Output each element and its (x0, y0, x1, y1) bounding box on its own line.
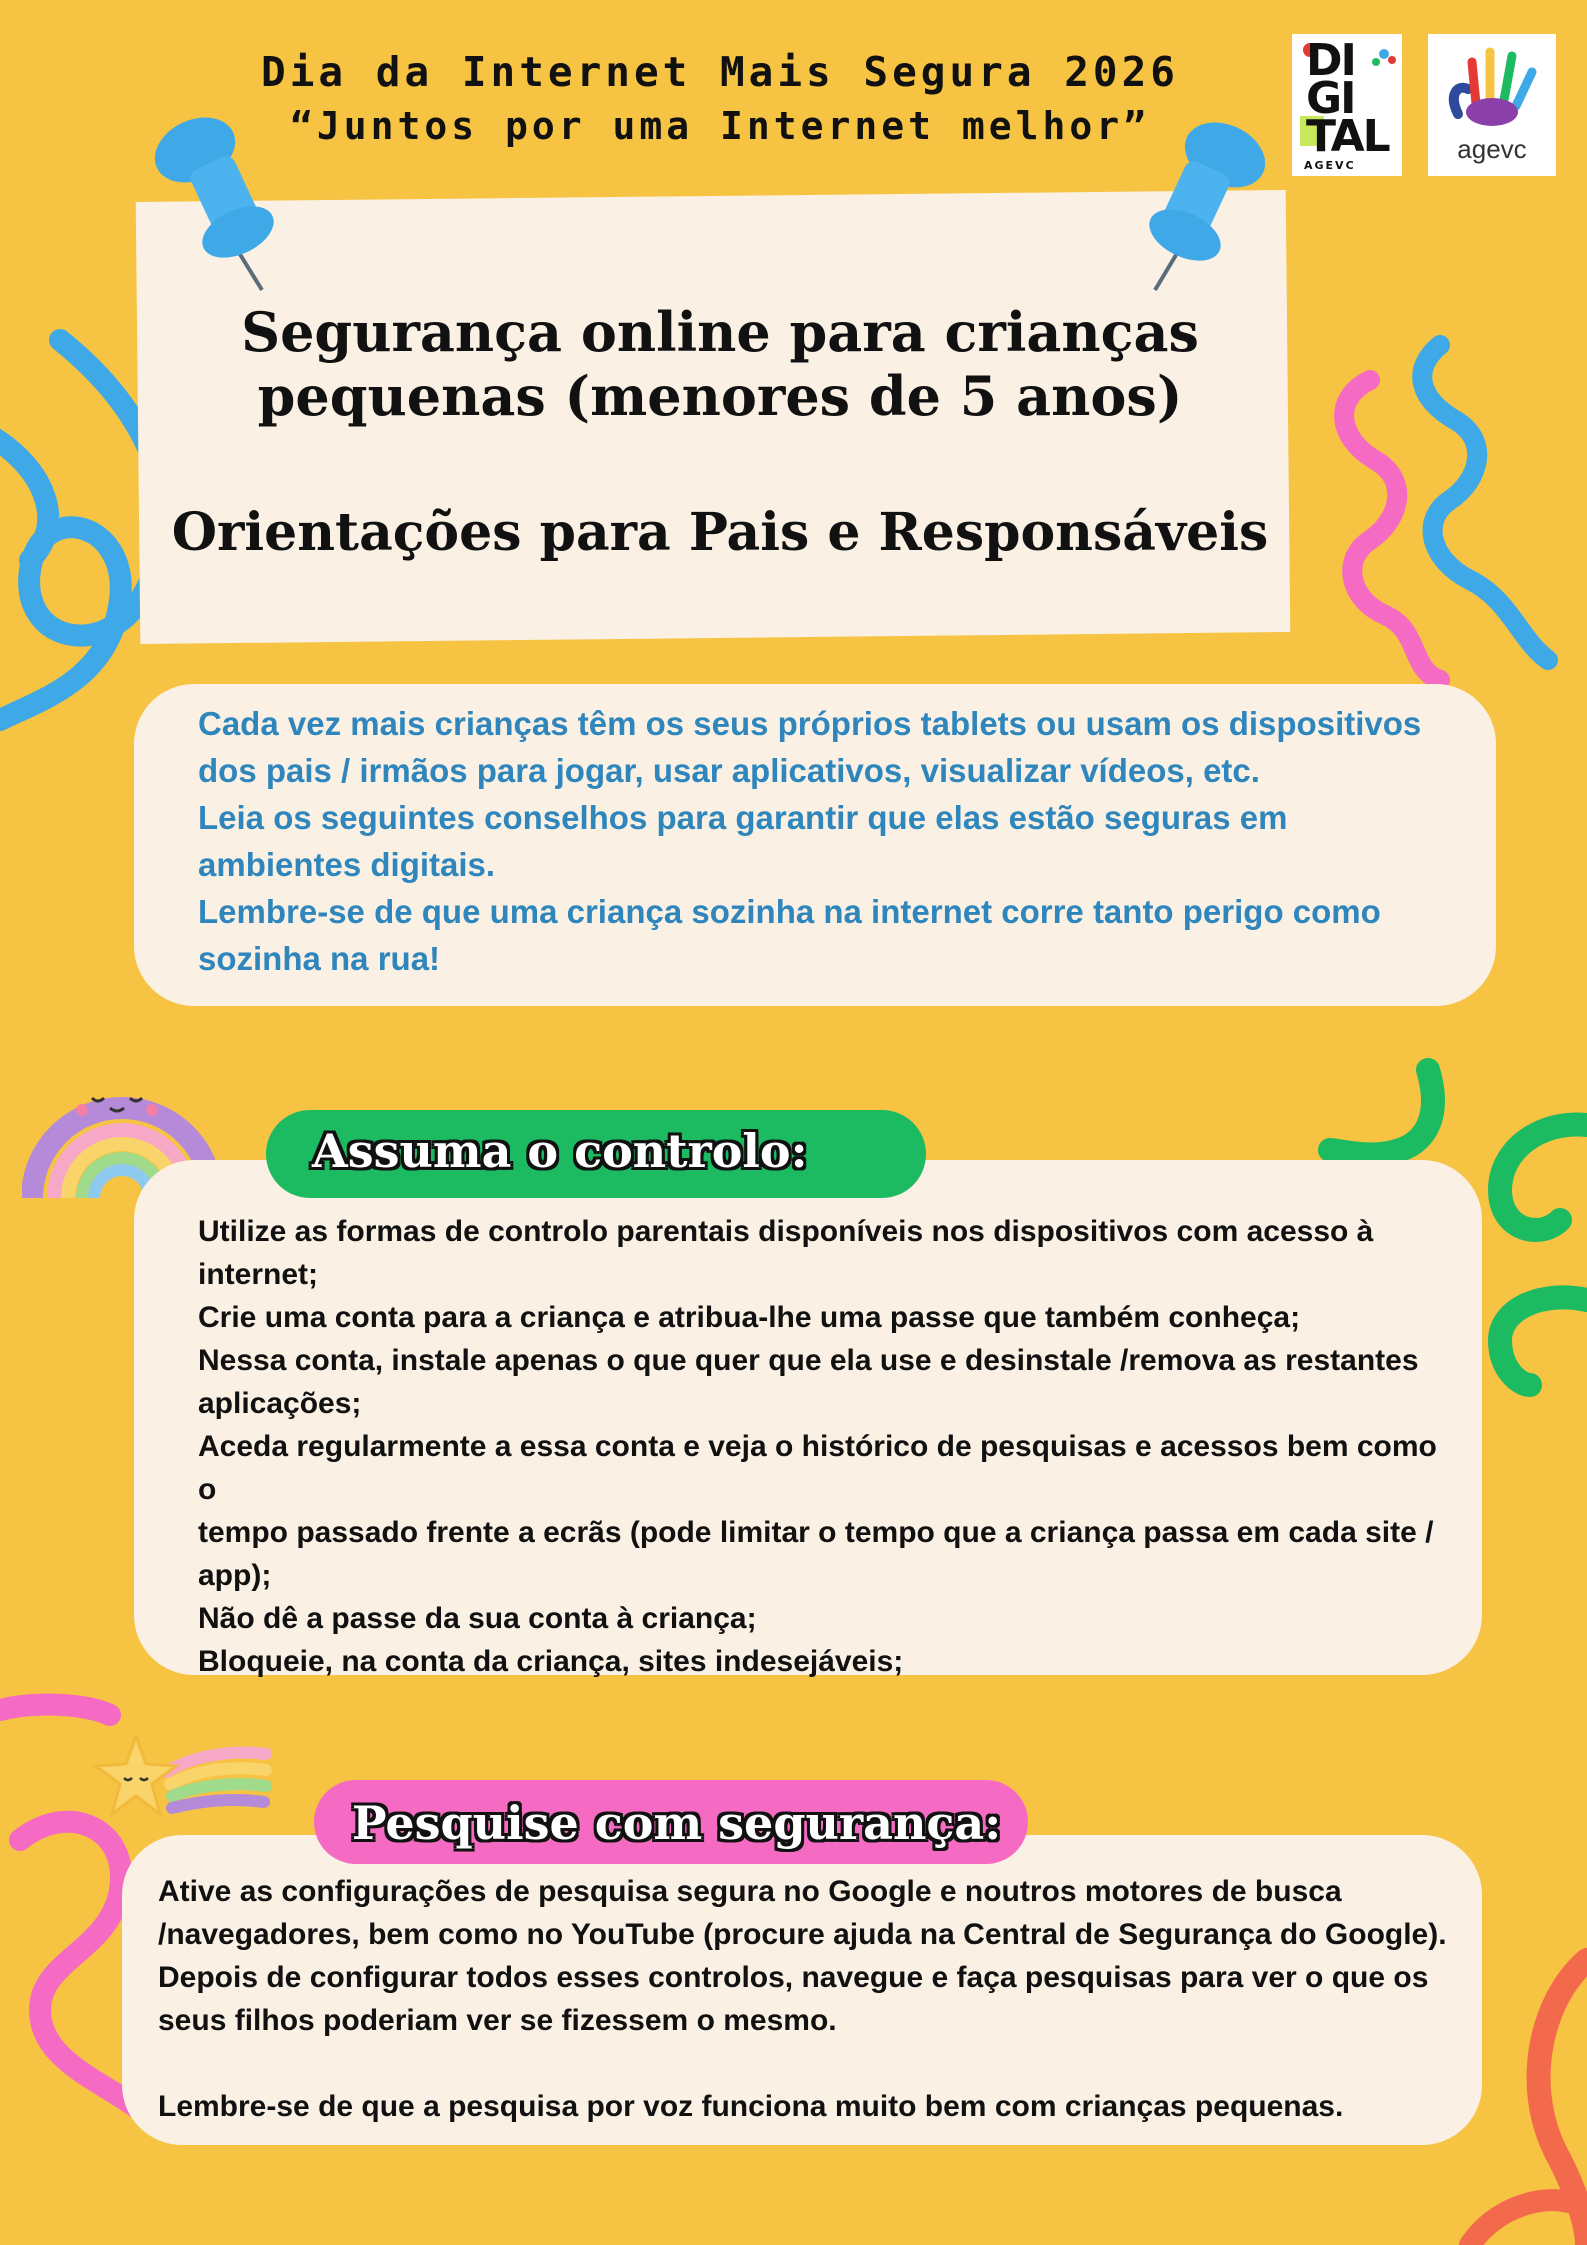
green-squiggle-3 (1500, 1297, 1587, 1385)
control-line: Crie uma conta para a criança e atribua-lhe uma passe que também conheça; (198, 1301, 1301, 1334)
intro-line: ambientes digitais. (198, 846, 496, 883)
orange-squiggle-bottom-right-2 (1470, 2200, 1587, 2245)
search-line: /navegadores, bem como no YouTube (procure ajuda na Central de Segurança do Google). (158, 1918, 1447, 1951)
shooting-star-icon (86, 1724, 276, 1834)
pushpins (0, 0, 1587, 300)
page-title (150, 300, 1290, 428)
header-event-title: Dia da Internet Mais Segura 2026 (261, 48, 1179, 96)
blue-squiggle-left-2 (0, 430, 48, 560)
pink-squiggle-bottom-1 (0, 1705, 110, 1715)
search-line: Depois de configurar todos esses controlos, navegue e faça pesquisas para ver o que os (158, 1961, 1429, 1994)
blue-squiggle-right (1422, 345, 1548, 660)
search-text (158, 1870, 1458, 2128)
header-slogan: “Juntos por uma Internet melhor” (289, 104, 1151, 148)
search-line: Ative as configurações de pesquisa segura no Google e noutros motores de busca (158, 1875, 1342, 1908)
control-line: internet; (198, 1258, 318, 1291)
control-line: Aceda regularmente a essa conta e veja o histórico de pesquisas e acessos bem como o (198, 1430, 1437, 1506)
control-line: Utilize as formas de controlo parentais disponíveis nos dispositivos com acesso à (198, 1215, 1374, 1248)
search-heading: Pesquise com segurança: (352, 1796, 1002, 1850)
control-line: Bloqueie, na conta da criança, sites indesejáveis; (198, 1645, 904, 1678)
pushpin-left-icon (144, 105, 281, 290)
green-squiggle-2 (1500, 1124, 1587, 1230)
control-line: aplicações; (198, 1387, 362, 1420)
search-line-blank (158, 2042, 1458, 2085)
intro-line: dos pais / irmãos para jogar, usar aplicativos, visualizar vídeos, etc. (198, 752, 1260, 789)
search-line: Lembre-se de que a pesquisa por voz funciona muito bem com crianças pequenas. (158, 2090, 1344, 2123)
green-squiggle-1 (1330, 1070, 1433, 1154)
digital-logo-letters: DI GI TAL (1306, 35, 1389, 162)
page-title-line1: Segurança online para crianças (241, 300, 1199, 364)
control-line: Nessa conta, instale apenas o que quer que ela use e desinstale /remova as restantes (198, 1344, 1419, 1377)
intro-text (198, 700, 1438, 982)
page-title-line2: pequenas (menores de 5 anos) (257, 364, 1183, 428)
control-line: app); (198, 1559, 272, 1592)
control-line: Não dê a passe da sua conta à criança; (198, 1602, 757, 1635)
pushpin-right-icon (1141, 110, 1275, 290)
page-subtitle: Orientações para Pais e Responsáveis (171, 502, 1269, 563)
digital-logo-sub: AGEVC (1304, 159, 1356, 172)
intro-line: Cada vez mais crianças têm os seus próprios tablets ou usam os dispositivos (198, 705, 1422, 742)
intro-line: Leia os seguintes conselhos para garantir que elas estão seguras em (198, 799, 1288, 836)
intro-line: sozinha na rua! (198, 940, 441, 977)
intro-line: Lembre-se de que uma criança sozinha na internet corre tanto perigo como (198, 893, 1381, 930)
control-list (198, 1210, 1438, 1683)
search-line: seus filhos poderiam ver se fizessem o mesmo. (158, 2004, 837, 2037)
control-line: tempo passado frente a ecrãs (pode limitar o tempo que a criança passa em cada site / (198, 1516, 1434, 1549)
agevc-logo-text: agevc (1457, 134, 1527, 164)
control-heading: Assuma o controlo: (312, 1124, 808, 1178)
